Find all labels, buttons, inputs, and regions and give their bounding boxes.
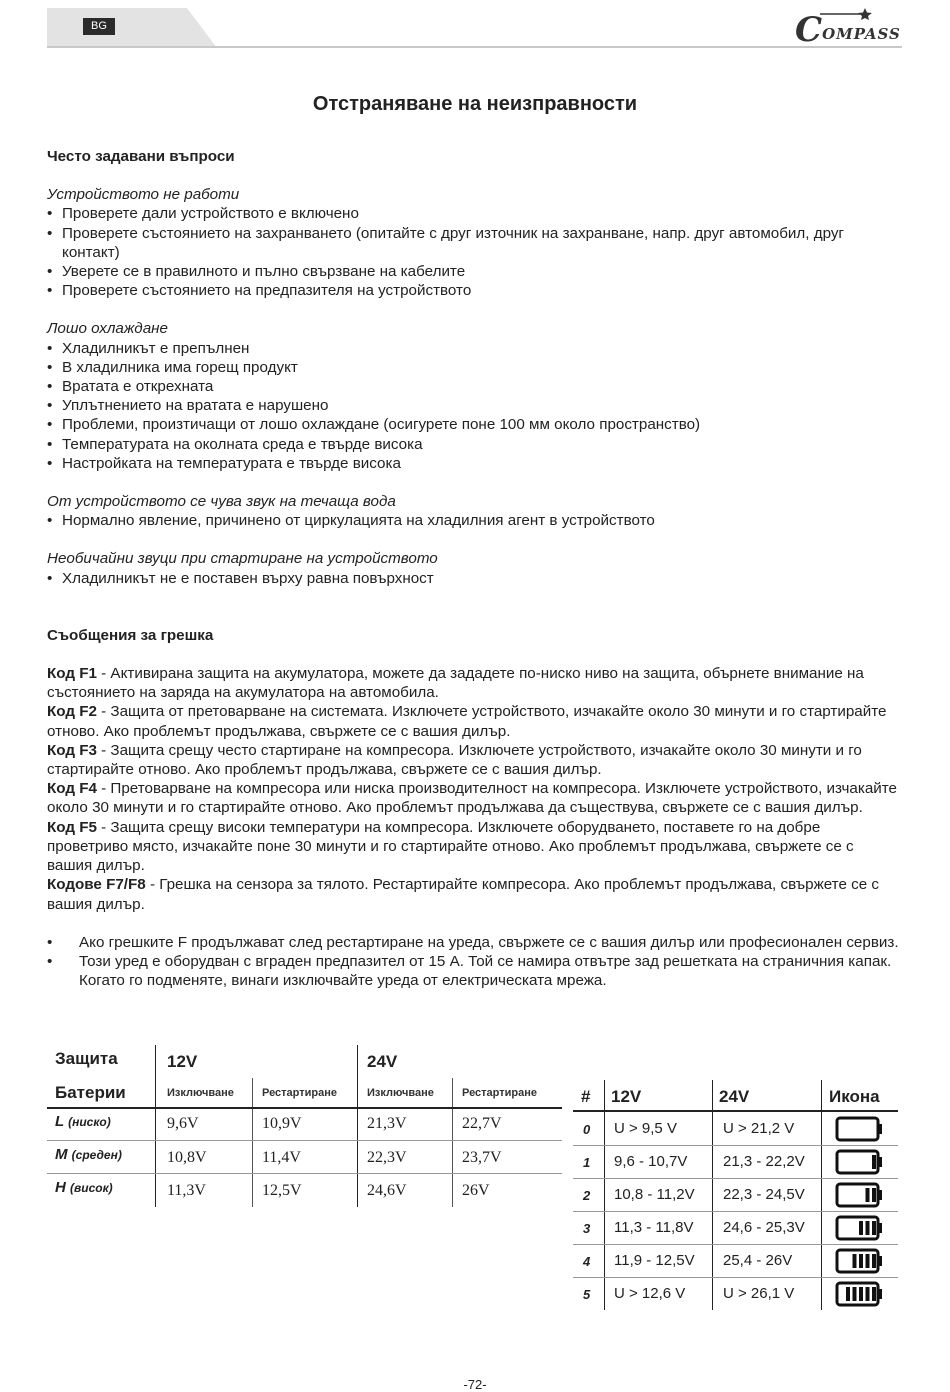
level-label: H (висок) bbox=[55, 1179, 113, 1196]
table-cell: 9,6V bbox=[167, 1115, 199, 1132]
page-title: Отстраняване на неизправности bbox=[312, 93, 638, 115]
table-rule bbox=[47, 1173, 562, 1174]
level-label: L (ниско) bbox=[55, 1113, 111, 1130]
table-divider bbox=[821, 1080, 822, 1310]
list-item: • Вратата е открехната bbox=[47, 377, 902, 396]
faq-question: От устройството се чува звук на течаща вода bbox=[47, 493, 396, 511]
table-rule bbox=[573, 1145, 898, 1146]
faq-heading: Често задавани въпроси bbox=[47, 148, 235, 165]
error-description: - Претоварване на компресора или ниска производителност на компресора. Изключете устройството, изчакайте около 30 минути и го стартирайте отново. Ако проблемът продължава да съществува, свържете се с вашия дилър. bbox=[47, 780, 897, 817]
table-cell: 26V bbox=[462, 1182, 490, 1199]
table-cell: 23,7V bbox=[462, 1149, 502, 1166]
level-number: 0 bbox=[583, 1122, 591, 1137]
faq-question: Необичайни звуци при стартиране на устройството bbox=[47, 550, 438, 568]
batteries-header: Батерии bbox=[55, 1083, 126, 1102]
error-description: - Активирана защита на акумулатора, можете да зададете по-ниско ниво на защита, обърнете внимание на състоянието на заряда на акумулатора на автомобила. bbox=[47, 665, 864, 702]
sub-header: Рестартиране bbox=[262, 1087, 337, 1099]
error-code: Код F4 bbox=[47, 780, 97, 798]
table-divider bbox=[712, 1080, 713, 1310]
error-description: - Защита срещу често стартиране на компресора. Изключете устройството, изчакайте около 30 минути и го стартирайте отново. Ако проблемът продължава, свържете се с вашия дилър. bbox=[47, 741, 862, 779]
header-divider bbox=[47, 46, 902, 48]
faq-answer-list bbox=[47, 339, 902, 473]
level-number: 3 bbox=[583, 1221, 591, 1236]
battery-icon bbox=[835, 1116, 885, 1142]
table-rule bbox=[573, 1178, 898, 1179]
col-12v-header: 12V bbox=[167, 1052, 198, 1071]
sub-header: Изключване bbox=[167, 1087, 234, 1099]
main-content bbox=[47, 147, 902, 990]
faq-sections bbox=[47, 185, 902, 588]
list-item: • В хладилника има горещ продукт bbox=[47, 358, 902, 377]
table-divider bbox=[452, 1078, 453, 1207]
faq-answer-list bbox=[47, 569, 902, 588]
col-header: Икона bbox=[829, 1087, 880, 1106]
protection-table bbox=[47, 1045, 562, 1210]
col-header: # bbox=[581, 1087, 591, 1106]
note-item: • Този уред е оборудван с вграден предпазител от 15 А. Той се намира отвътре зад решетката на страничния капак. Когато го подменяте, винаги изключвайте уреда от електрическата мрежа. bbox=[47, 952, 902, 990]
error-code: Кодове F7/F8 bbox=[47, 876, 146, 894]
table-rule bbox=[47, 1107, 562, 1109]
battery-icon bbox=[835, 1281, 885, 1307]
col-header: 12V bbox=[611, 1087, 642, 1106]
battery-icon bbox=[835, 1215, 885, 1241]
errors-heading: Съобщения за грешка bbox=[47, 626, 214, 644]
list-item: • Хладилникът е препълнен bbox=[47, 339, 902, 358]
voltage-12v: 11,9 - 12,5V bbox=[614, 1252, 695, 1269]
voltage-24v: 25,4 - 26V bbox=[723, 1252, 793, 1269]
table-divider bbox=[357, 1045, 358, 1207]
table-cell: 11,3V bbox=[167, 1182, 206, 1199]
battery-icon bbox=[835, 1149, 885, 1175]
table-cell: 22,3V bbox=[367, 1149, 407, 1166]
faq-answer-list bbox=[47, 511, 902, 530]
list-item: • Хладилникът не е поставен върху равна повърхност bbox=[47, 569, 902, 588]
error-code-entry bbox=[47, 741, 902, 779]
level-number: 5 bbox=[583, 1287, 591, 1302]
voltage-24v: 24,6 - 25,3V bbox=[723, 1219, 805, 1236]
faq-question: Устройството не работи bbox=[47, 186, 240, 204]
col-24v-header: 24V bbox=[367, 1052, 398, 1071]
error-code: Код F1 bbox=[47, 665, 97, 683]
error-notes bbox=[47, 933, 902, 991]
table-rule bbox=[47, 1140, 562, 1141]
error-code-entry bbox=[47, 875, 902, 913]
table-cell: 21,3V bbox=[367, 1115, 407, 1132]
error-description: - Защита срещу високи температури на компресора. Изключете оборудването, поставете го на добре проветриво място, изчакайте поне 30 минути и го стартирайте отново. Ако проблемът продължава, свържете се с вашия дилър. bbox=[47, 818, 854, 875]
voltage-12v: U > 12,6 V bbox=[614, 1285, 686, 1302]
battery-level-table bbox=[573, 1080, 903, 1312]
level-label: M (среден) bbox=[55, 1146, 122, 1163]
battery-icon bbox=[835, 1182, 885, 1208]
page-number: -72- bbox=[463, 1377, 487, 1392]
header-tab bbox=[47, 8, 217, 48]
table-cell: 10,8V bbox=[167, 1149, 207, 1166]
level-number: 2 bbox=[583, 1188, 591, 1203]
error-description: - Грешка на сензора за тялото. Рестартирайте компресора. Ако проблемът продължава, свържете се с вашия дилър. bbox=[47, 876, 879, 913]
protection-header: Защита bbox=[55, 1049, 118, 1068]
table-cell: 24,6V bbox=[367, 1182, 407, 1199]
logo-star-icon bbox=[815, 8, 875, 20]
list-item: • Уверете се в правилното и пълно свързване на кабелите bbox=[47, 262, 902, 281]
list-item: • Проверете състоянието на предпазителя на устройството bbox=[47, 281, 902, 300]
error-code: Код F2 bbox=[47, 703, 97, 721]
compass-logo: COMPASS bbox=[795, 10, 901, 50]
table-rule bbox=[573, 1277, 898, 1278]
list-item: • Проверете дали устройството е включено bbox=[47, 204, 902, 223]
sub-header: Изключване bbox=[367, 1087, 434, 1099]
voltage-24v: 21,3 - 22,2V bbox=[723, 1153, 805, 1170]
error-codes bbox=[47, 664, 902, 914]
table-cell: 11,4V bbox=[262, 1149, 301, 1166]
voltage-24v: U > 26,1 V bbox=[723, 1285, 795, 1302]
table-cell: 12,5V bbox=[262, 1182, 302, 1199]
faq-answer-list bbox=[47, 204, 902, 300]
list-item: • Температурата на околната среда е твърде висока bbox=[47, 435, 902, 454]
battery-icon bbox=[835, 1248, 885, 1274]
table-divider bbox=[155, 1045, 156, 1207]
list-item: • Настройката на температурата е твърде висока bbox=[47, 454, 902, 473]
voltage-12v: 10,8 - 11,2V bbox=[614, 1186, 695, 1203]
error-code-entry bbox=[47, 818, 902, 876]
language-badge: BG bbox=[83, 18, 115, 35]
error-code-entry bbox=[47, 779, 902, 817]
table-cell: 10,9V bbox=[262, 1115, 302, 1132]
level-number: 4 bbox=[583, 1254, 591, 1269]
table-divider bbox=[252, 1078, 253, 1207]
level-number: 1 bbox=[583, 1155, 591, 1170]
error-code-entry bbox=[47, 702, 902, 740]
list-item: • Нормално явление, причинено от циркулацията на хладилния агент в устройството bbox=[47, 511, 902, 530]
table-rule bbox=[573, 1211, 898, 1212]
error-description: - Защита от претоварване на системата. Изключете устройството, изчакайте около 30 минути и го стартирайте отново. Ако проблемът продължава, свържете се с вашия дилър. bbox=[47, 703, 887, 740]
voltage-12v: U > 9,5 V bbox=[614, 1120, 677, 1137]
error-code: Код F3 bbox=[47, 741, 97, 759]
error-code-entry bbox=[47, 664, 902, 702]
voltage-12v: 9,6 - 10,7V bbox=[614, 1153, 688, 1170]
voltage-24v: 22,3 - 24,5V bbox=[723, 1186, 805, 1203]
table-rule bbox=[573, 1110, 898, 1112]
voltage-24v: U > 21,2 V bbox=[723, 1120, 795, 1137]
table-rule bbox=[573, 1244, 898, 1245]
table-cell: 22,7V bbox=[462, 1115, 502, 1132]
table-divider bbox=[604, 1080, 605, 1310]
list-item: • Проверете състоянието на захранването (опитайте с друг източник на захранване, напр. друг автомобил, друг контакт) bbox=[47, 224, 902, 262]
voltage-12v: 11,3 - 11,8V bbox=[614, 1219, 694, 1236]
list-item: • Проблеми, произтичащи от лошо охлаждане (осигурете поне 100 мм около пространство) bbox=[47, 415, 902, 434]
faq-question: Лошо охлаждане bbox=[47, 320, 168, 338]
sub-header: Рестартиране bbox=[462, 1087, 537, 1099]
list-item: • Уплътнението на вратата е нарушено bbox=[47, 396, 902, 415]
col-header: 24V bbox=[719, 1087, 750, 1106]
note-item: • Ако грешките F продължават след рестартиране на уреда, свържете се с вашия дилър или професионален сервиз. bbox=[47, 933, 902, 952]
error-code: Код F5 bbox=[47, 818, 97, 836]
